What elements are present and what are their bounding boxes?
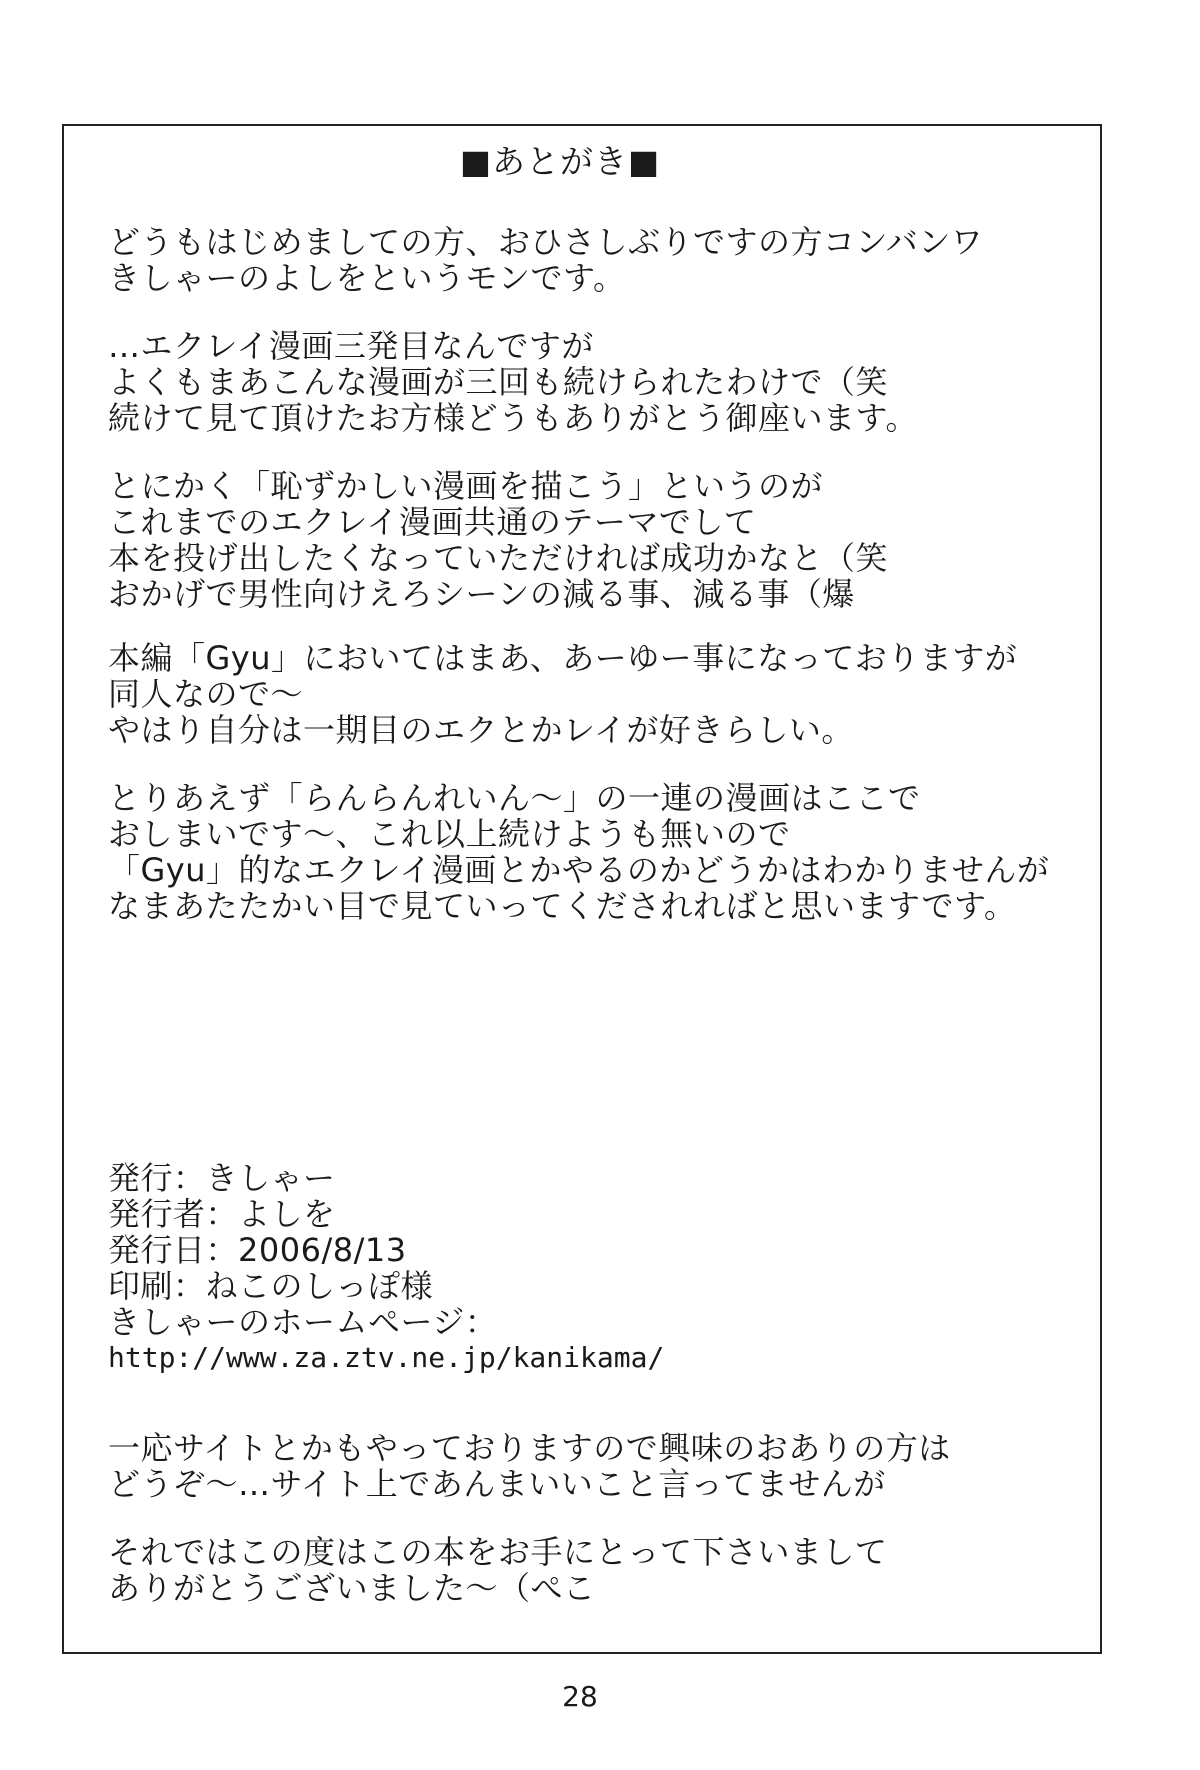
text-line: 本編「Gyu」においてはまあ、あーゆー事になっておりますが bbox=[108, 639, 1018, 677]
colophon-date: 発行日：2006/8/13 bbox=[108, 1231, 407, 1269]
paragraph-website-note bbox=[108, 1430, 1088, 1502]
text-line: 一応サイトとかもやっておりますので興味のおありの方は bbox=[108, 1429, 951, 1467]
text-line: なまあたたかい目で見ていってくだされればと思いますです。 bbox=[108, 887, 1017, 925]
text-line: …エクレイ漫画三発目なんですが bbox=[108, 327, 594, 365]
colophon-homepage-label: きしゃーのホームページ： bbox=[108, 1303, 498, 1341]
colophon-homepage-url: http://www.za.ztv.ne.jp/kanikama/ bbox=[108, 1341, 665, 1374]
paragraph-main-story bbox=[108, 640, 1088, 748]
text-line: おしまいです～、これ以上続けようも無いので bbox=[108, 815, 791, 853]
text-line: とりあえず「らんらんれいん～」の一連の漫画はここで bbox=[108, 779, 921, 817]
text-line: ありがとうございました～（ぺこ bbox=[108, 1569, 596, 1607]
colophon-author: 発行者：よしを bbox=[108, 1195, 336, 1233]
text-line: きしゃーのよしをというモンです。 bbox=[108, 259, 626, 297]
paragraph-third-comic bbox=[108, 328, 1088, 436]
text-line: それではこの度はこの本をお手にとって下さいまして bbox=[108, 1533, 888, 1571]
afterword-title: ■あとがき■ bbox=[459, 142, 661, 181]
paragraph-thanks bbox=[108, 1534, 1088, 1606]
text-line: どうぞ～…サイト上であんまいいこと言ってませんが bbox=[108, 1465, 886, 1503]
paragraph-series-end bbox=[108, 780, 1088, 924]
colophon-publisher: 発行：きしゃー bbox=[108, 1159, 336, 1197]
text-line: どうもはじめましての方、おひさしぶりですの方コンバンワ bbox=[108, 223, 984, 261]
text-line: おかげで男性向けえろシーンの減る事、減る事（爆 bbox=[108, 575, 855, 613]
text-line: やはり自分は一期目のエクとかレイが好きらしい。 bbox=[108, 711, 854, 749]
colophon-printer: 印刷：ねこのしっぽ様 bbox=[108, 1267, 434, 1305]
paragraph-theme bbox=[108, 468, 1088, 612]
text-line: 続けて見て頂けたお方様どうもありがとう御座います。 bbox=[108, 399, 918, 437]
text-line: 本を投げ出したくなっていただければ成功かなと（笑 bbox=[108, 539, 889, 577]
text-line: 同人なので～ bbox=[108, 675, 304, 713]
colophon bbox=[108, 1160, 1088, 1376]
text-line: よくもまあこんな漫画が三回も続けられたわけで（笑 bbox=[108, 363, 889, 401]
text-line: とにかく「恥ずかしい漫画を描こう」というのが bbox=[108, 467, 824, 505]
text-line: 「Gyu」的なエクレイ漫画とかやるのかどうかはわかりませんが bbox=[108, 851, 1050, 889]
paragraph-greeting bbox=[108, 224, 1088, 296]
text-line: これまでのエクレイ漫画共通のテーマでして bbox=[108, 503, 757, 541]
page-number: 28 bbox=[562, 1680, 598, 1713]
